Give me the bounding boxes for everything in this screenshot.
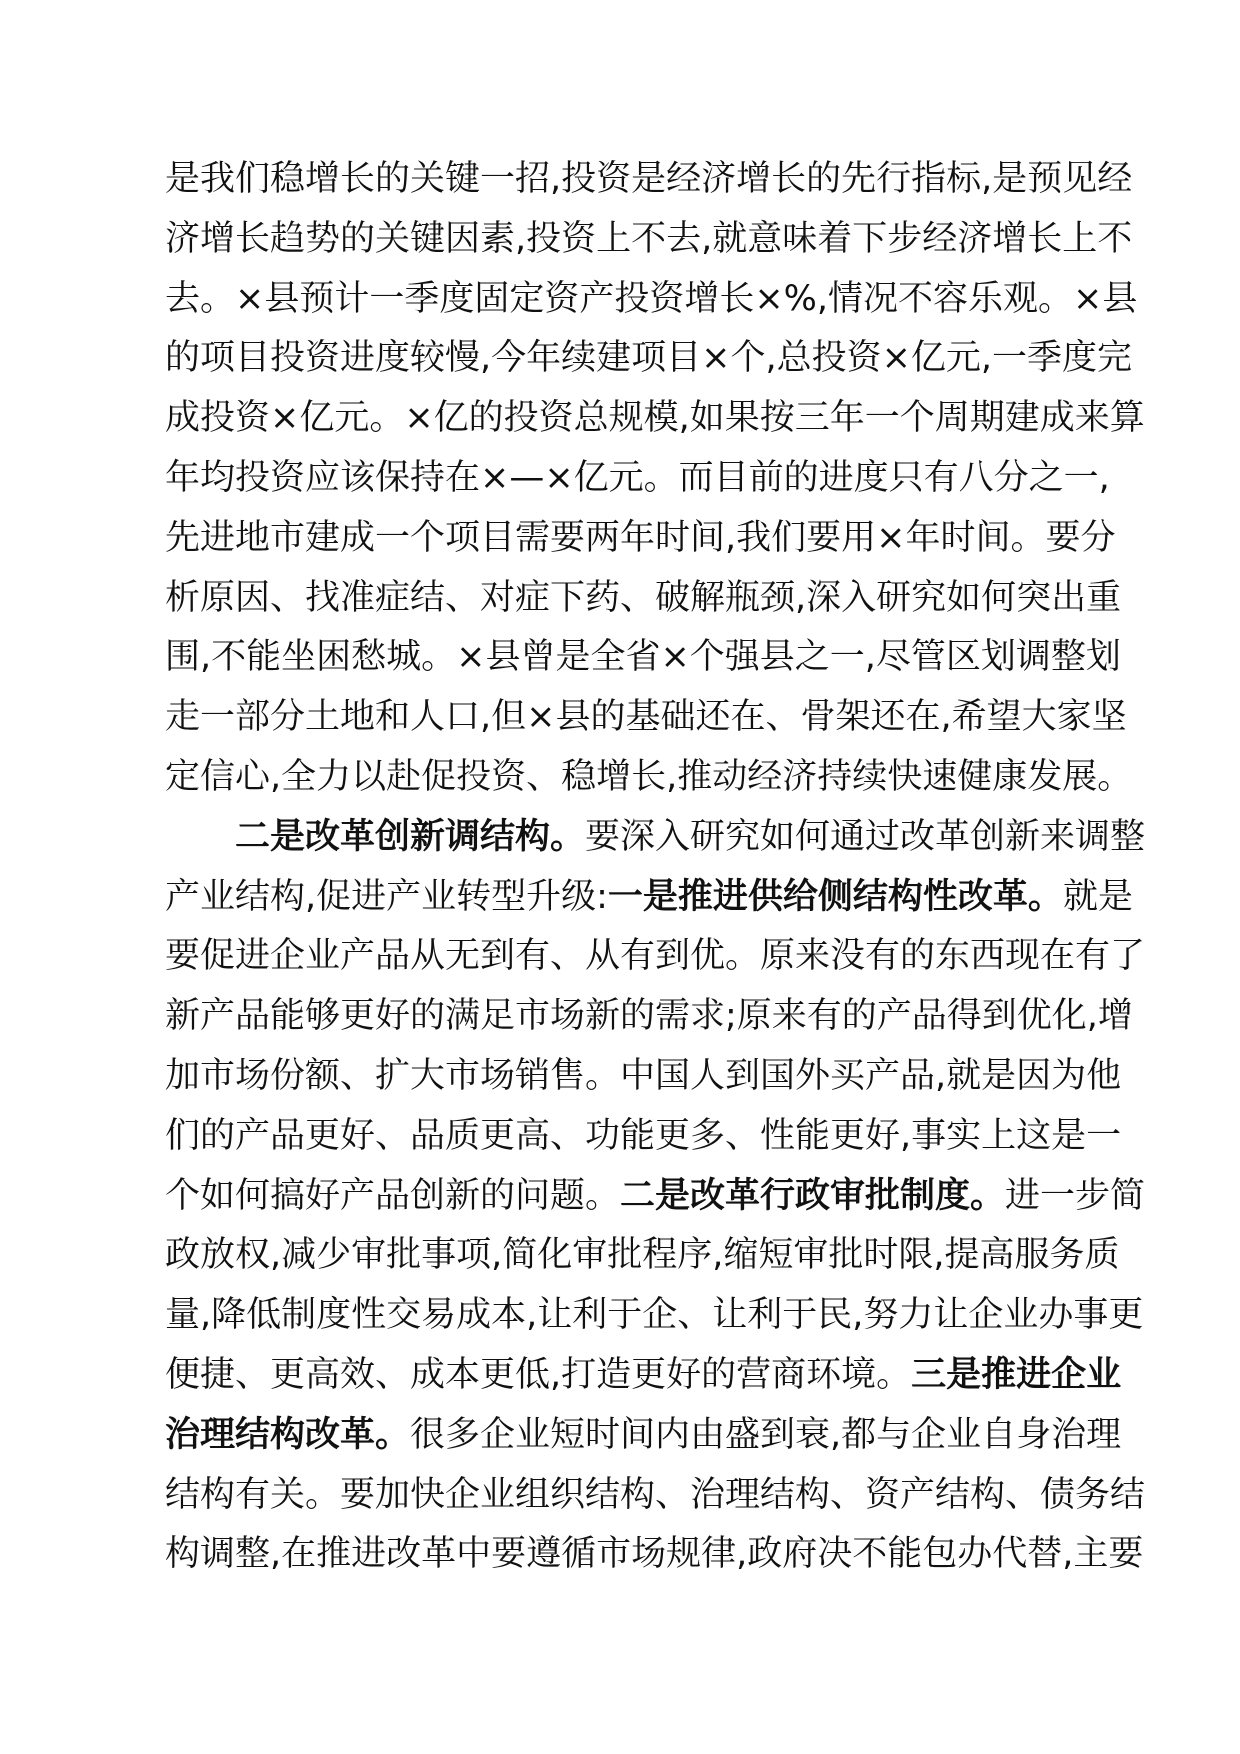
body-text: 构调整,在推进改革中要遵循市场规律,政府决不能包办代替,主要 <box>165 1534 1144 1575</box>
text-line <box>165 688 1125 748</box>
body-text: 走一部分土地和人口,但×县的基础还在、骨架还在,希望大家坚 <box>165 697 1127 738</box>
body-text: 围,不能坐困愁城。×县曾是全省×个强县之一,尽管区划调整划 <box>165 637 1121 678</box>
text-line <box>165 1286 1144 1346</box>
body-text: 济增长趋势的关键因素,投资上不去,就意味着下步经济增长上不 <box>165 218 1133 259</box>
body-text: 就是 <box>1062 876 1133 917</box>
body-text: 去。×县预计一季度固定资产投资增长×%,情况不容乐观。×县 <box>165 278 1138 319</box>
text-line <box>165 868 1133 928</box>
text-line <box>165 1107 1125 1167</box>
body-text: 政放权,减少审批事项,简化审批程序,缩短审批时限,提高服务质 <box>165 1235 1120 1276</box>
body-text: 析原因、找准症结、对症下药、破解瓶颈,深入研究如何突出重 <box>165 577 1122 618</box>
body-text: 个如何搞好产品创新的问题。 <box>165 1175 621 1216</box>
body-text: 们的产品更好、品质更高、功能更多、性能更好,事实上这是一 <box>165 1115 1122 1156</box>
text-line <box>165 1047 1125 1107</box>
body-text: 量,降低制度性交易成本,让利于企、让利于民,努力让企业办事更 <box>165 1295 1144 1336</box>
bold-heading-text: 二是改革创新调结构。 <box>235 816 586 857</box>
text-line <box>165 1406 1125 1466</box>
text-line <box>165 569 1125 629</box>
text-line <box>165 329 1133 389</box>
text-line <box>165 1346 1125 1406</box>
document-body <box>165 150 1146 1585</box>
body-text: 加市场份额、扩大市场销售。中国人到国外买产品,就是因为他 <box>165 1055 1122 1096</box>
text-line <box>165 150 1133 210</box>
text-line <box>165 748 1133 808</box>
text-line <box>165 449 1125 509</box>
body-text: 成投资×亿元。×亿的投资总规模,如果按三年一个周期建成来算 <box>165 398 1145 439</box>
body-text: 要促进企业产品从无到有、从有到优。原来没有的东西现在有了 <box>165 936 1146 977</box>
text-line <box>165 1466 1146 1526</box>
text-line <box>165 509 1125 569</box>
body-text: 定信心,全力以赴促投资、稳增长,推动经济持续快速健康发展。 <box>165 756 1133 797</box>
text-line <box>165 1226 1125 1286</box>
bold-heading-text: 一是推进供给侧结构性改革。 <box>607 876 1063 917</box>
body-text: 很多企业短时间内由盛到衰,都与企业自身治理 <box>410 1414 1122 1455</box>
body-text: 年均投资应该保持在×—×亿元。而目前的进度只有八分之一, <box>165 457 1110 498</box>
body-text: 的项目投资进度较慢,今年续建项目×个,总投资×亿元,一季度完 <box>165 338 1133 379</box>
body-text: 结构有关。要加快企业组织结构、治理结构、资产结构、债务结 <box>165 1474 1146 1515</box>
bold-heading-text: 治理结构改革。 <box>165 1414 411 1455</box>
text-line <box>165 927 1146 987</box>
text-line <box>165 628 1125 688</box>
text-line <box>165 1525 1144 1585</box>
text-line <box>165 270 1138 330</box>
body-text: 要深入研究如何通过改革创新来调整 <box>585 816 1146 857</box>
body-text: 产业结构,促进产业转型升级: <box>165 876 608 917</box>
text-line <box>165 808 1146 868</box>
text-line <box>165 210 1133 270</box>
body-text: 进一步简 <box>1005 1175 1146 1216</box>
body-text: 便捷、更高效、成本更低,打造更好的营商环境。 <box>165 1354 912 1395</box>
body-text: 新产品能够更好的满足市场新的需求;原来有的产品得到优化,增 <box>165 996 1133 1037</box>
text-line <box>165 389 1145 449</box>
body-text: 是我们稳增长的关键一招,投资是经济增长的先行指标,是预见经 <box>165 159 1133 199</box>
text-line <box>165 987 1133 1047</box>
text-line <box>165 1167 1146 1227</box>
bold-heading-text: 三是推进企业 <box>911 1354 1122 1395</box>
bold-heading-text: 二是改革行政审批制度。 <box>620 1175 1006 1216</box>
body-text: 先进地市建成一个项目需要两年时间,我们要用×年时间。要分 <box>165 517 1116 558</box>
